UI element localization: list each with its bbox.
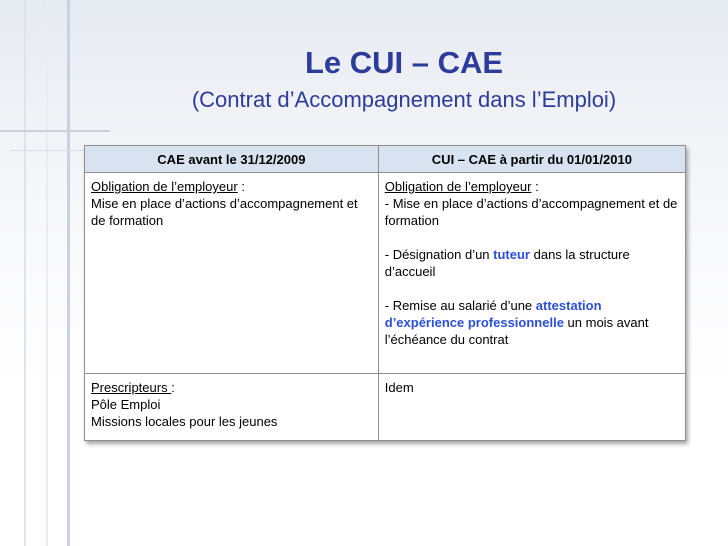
cell-text: Idem [384, 380, 414, 395]
table-cell [378, 374, 685, 441]
decorative-line [0, 130, 110, 132]
comparison-table [84, 145, 686, 441]
column-header-before: CAE avant le 31/12/2009 [85, 146, 379, 173]
table-cell [378, 173, 685, 374]
cell-heading: Obligation de l’employeur : [384, 179, 539, 194]
column-header-after: CUI – CAE à partir du 01/01/2010 [378, 146, 685, 173]
table-header-row [85, 146, 686, 173]
list-item: - Mise en place d’actions d’accompagnement et de formation [384, 196, 678, 228]
slide-subtitle: (Contrat d’Accompagnement dans l’Emploi) [191, 87, 617, 112]
cell-text: Missions locales pour les jeunes [91, 414, 278, 429]
list-item: - Remise au salarié d’une attestation d’expérience professionnelle un mois avant l’échéance du contrat [384, 298, 649, 347]
highlight-text: attestation d’expérience professionnelle [384, 298, 602, 330]
decorative-line [67, 0, 70, 546]
decorative-line [46, 0, 48, 546]
highlight-text: tuteur [493, 247, 530, 262]
slide-title: Le CUI – CAE [304, 45, 504, 80]
table-row [85, 173, 686, 374]
cell-text: Mise en place d’actions d’accompagnement et de formation [91, 196, 358, 228]
list-item: - Désignation d’un tuteur dans la structure d’accueil [384, 247, 630, 279]
table-row [85, 374, 686, 441]
cell-heading: Obligation de l’employeur : [91, 179, 245, 194]
table-cell [85, 173, 379, 374]
cell-text: Pôle Emploi [91, 397, 161, 412]
cell-heading: Prescripteurs : [91, 380, 175, 395]
decorative-line [24, 0, 26, 546]
table-cell [85, 374, 379, 441]
